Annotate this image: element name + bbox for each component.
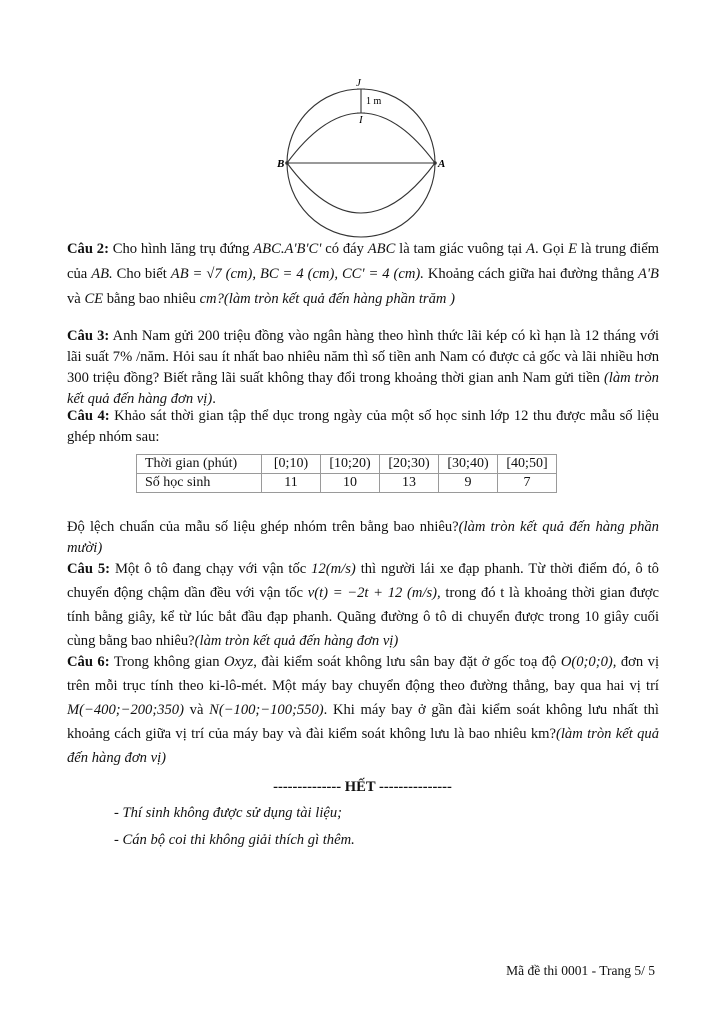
question-4: Câu 4: Khảo sát thời gian tập thể dục trong ngày của một số học sinh lớp 12 thu được mẫu số liệu ghép nhóm sau: [67,408,659,445]
question-label: Câu 5: [67,561,111,577]
frequency-table [136,454,557,493]
label-j: J [356,77,361,89]
end-title: -------------- HẾT --------------- [273,779,452,795]
page-footer: Mã đề thi 0001 - Trang 5/ 5 [506,963,655,978]
question-3: Câu 3: Anh Nam gửi 200 triệu đồng vào ngân hàng theo hình thức lãi kép có kì hạn là 12 tháng với lãi suất 7% /năm. Hỏi sau ít nhất bao nhiêu năm thì số tiền anh Nam có được cả gốc và lãi nhiều hơn 300 triệu đồng? Biết rằng lãi suất không thay đổi trong khoảng thời gian anh Nam gửi tiền (làm tròn kết quả đến hàng đơn vị). [67,328,659,407]
question-label: Câu 4: [67,408,110,424]
question-label: Câu 2: [67,241,109,257]
circle-figure [270,70,460,245]
question-label: Câu 6: [67,654,110,670]
label-b: B [277,158,285,170]
label-i: I [359,114,363,126]
question-5: Câu 5: Một ô tô đang chạy với vận tốc 12(m/s) thì người lái xe đạp phanh. Từ thời điểm đó, ô tô chuyển động chậm dần đều với vận tốc v(t) = −2t + 12 (m/s), trong đó t là khoảng thời gian được tính bằng giây, kể từ lúc bắt đầu đạp phanh. Quãng đường ô tô di chuyển được trong 10 giây cuối cùng bằng bao nhiêu?(làm tròn kết quả đến hàng đơn vị) [67,561,660,649]
table-row: Thời gian (phút) [0;10) [10;20) [20;30) [30;40) [40;50] [137,455,557,474]
question-6: Câu 6: Trong không gian Oxyz, đài kiểm soát không lưu sân bay đặt ở gốc toạ độ O(0;0;0), đơn vị trên mỗi trục tính theo ki-lô-mét. Một máy bay chuyển động theo đường thẳng, bay qua hai vị trí M(−400;−200;350) và N(−100;−100;550). Khi máy bay ở gần đài kiểm soát không lưu nhất thì khoảng cách giữa vị trí của máy bay và đài kiểm soát không lưu là bao nhiêu km?(làm tròn kết quả đến hàng đơn vị) [67,654,660,766]
question-2: Câu 2: Cho hình lăng trụ đứng ABC.A'B'C' có đáy ABC là tam giác vuông tại A. Gọi E là trung điểm của AB. Cho biết AB = √7 (cm), BC = 4 (cm), CC' = 4 (cm). Khoảng cách giữa hai đường thẳng A'B và CE bằng bao nhiêu cm?(làm tròn kết quả đến hàng phần trăm ) [67,241,660,307]
table-row: Số học sinh 11 10 13 9 7 [137,474,557,493]
question-4-prompt: Độ lệch chuẩn của mẫu số liệu ghép nhóm trên bằng bao nhiêu?(làm tròn kết quả đến hàng phần mười) [67,519,659,556]
label-1m: 1 m [366,96,382,107]
label-a: A [438,158,446,170]
rule-1: - Thí sinh không được sử dụng tài liệu; [114,805,343,821]
question-label: Câu 3: [67,328,110,344]
lower-arc [287,163,435,213]
rule-2: - Cán bộ coi thi không giải thích gì thêm. [114,832,355,848]
